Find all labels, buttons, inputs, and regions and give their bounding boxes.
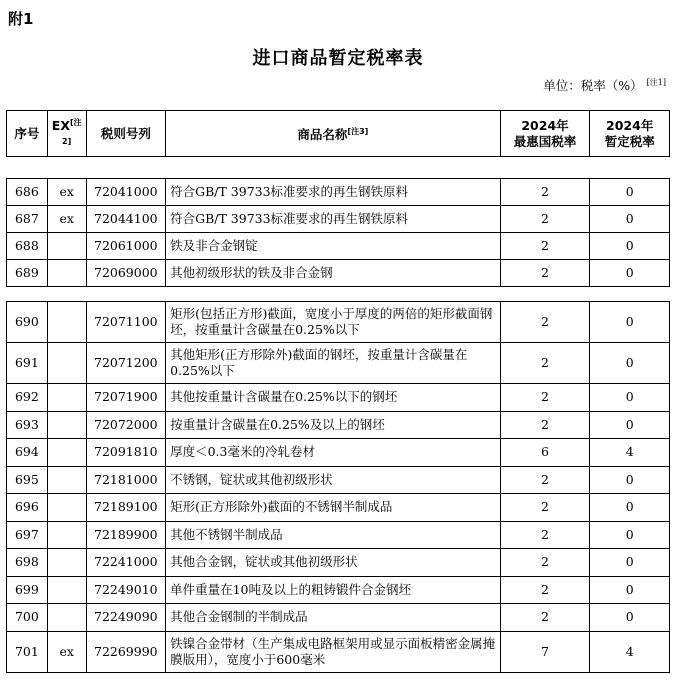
cell-mfn-rate: 2	[500, 576, 590, 604]
header-ex	[47, 111, 86, 157]
cell-ex	[47, 343, 86, 384]
table-row	[7, 631, 670, 672]
table-row	[7, 179, 670, 206]
cell-name: 其他初级形状的铁及非合金钢	[166, 260, 501, 287]
cell-code: 72069000	[86, 260, 166, 287]
cell-mfn-rate: 2	[500, 411, 590, 439]
table-row	[7, 494, 670, 522]
cell-ex	[47, 604, 86, 632]
table-row	[7, 343, 670, 384]
cell-mfn-rate: 2	[500, 179, 590, 206]
header-provisional	[590, 111, 670, 157]
table-row	[7, 411, 670, 439]
cell-ex	[47, 302, 86, 343]
attachment-label: 附1	[8, 10, 34, 28]
cell-provisional-rate: 0	[590, 260, 670, 287]
table-row	[7, 604, 670, 632]
cell-ex	[47, 233, 86, 260]
cell-provisional-rate: 0	[590, 604, 670, 632]
cell-code: 72041000	[86, 179, 166, 206]
cell-ex: ex	[47, 179, 86, 206]
cell-code: 72071100	[86, 302, 166, 343]
cell-mfn-rate: 2	[500, 260, 590, 287]
cell-seq: 690	[7, 302, 48, 343]
cell-provisional-rate: 0	[590, 494, 670, 522]
cell-mfn-rate: 2	[500, 206, 590, 233]
cell-code: 72189900	[86, 521, 166, 549]
cell-seq: 691	[7, 343, 48, 384]
cell-ex	[47, 576, 86, 604]
cell-name: 单件重量在10吨及以上的粗铸锻件合金钢坯	[166, 576, 501, 604]
cell-seq: 696	[7, 494, 48, 522]
cell-provisional-rate: 0	[590, 411, 670, 439]
cell-mfn-rate: 2	[500, 466, 590, 494]
cell-code: 72241000	[86, 549, 166, 577]
cell-seq: 688	[7, 233, 48, 260]
cell-code: 72071200	[86, 343, 166, 384]
cell-code: 72181000	[86, 466, 166, 494]
cell-seq: 699	[7, 576, 48, 604]
header-ex-label: EX	[51, 117, 70, 133]
cell-code: 72249010	[86, 576, 166, 604]
table-row	[7, 384, 670, 412]
cell-code: 72071900	[86, 384, 166, 412]
cell-seq: 695	[7, 466, 48, 494]
cell-code: 72249090	[86, 604, 166, 632]
header-mfn	[500, 111, 590, 157]
cell-mfn-rate: 2	[500, 604, 590, 632]
header-seq: 序号	[7, 111, 48, 157]
cell-ex	[47, 384, 86, 412]
cell-seq: 698	[7, 549, 48, 577]
cell-ex	[47, 260, 86, 287]
cell-code: 72044100	[86, 206, 166, 233]
cell-provisional-rate: 0	[590, 521, 670, 549]
tariff-table-group-2	[6, 301, 670, 673]
cell-provisional-rate: 4	[590, 631, 670, 672]
cell-name: 铁镍合金带材（生产集成电路框架用或显示面板精密金属掩膜版用），宽度小于600毫米	[166, 631, 501, 672]
cell-name: 矩形(正方形除外)截面的不锈钢半制成品	[166, 494, 501, 522]
cell-provisional-rate: 0	[590, 206, 670, 233]
cell-name: 符合GB/T 39733标准要求的再生钢铁原料	[166, 206, 501, 233]
cell-name: 厚度＜0.3毫米的冷轧卷材	[166, 439, 501, 467]
cell-provisional-rate: 0	[590, 343, 670, 384]
cell-name: 符合GB/T 39733标准要求的再生钢铁原料	[166, 179, 501, 206]
header-name-note: [注3]	[347, 127, 369, 136]
cell-mfn-rate: 2	[500, 302, 590, 343]
cell-provisional-rate: 0	[590, 384, 670, 412]
table-header	[6, 110, 670, 157]
cell-provisional-rate: 0	[590, 302, 670, 343]
cell-seq: 697	[7, 521, 48, 549]
cell-code: 72189100	[86, 494, 166, 522]
cell-code: 72061000	[86, 233, 166, 260]
unit-note	[543, 76, 666, 94]
cell-mfn-rate: 2	[500, 549, 590, 577]
unit-text: 单位：税率（%）	[543, 78, 643, 93]
cell-name: 矩形(包括正方形)截面，宽度小于厚度的两倍的矩形截面钢坯，按重量计含碳量在0.25%以下	[166, 302, 501, 343]
header-prov-year: 2024年	[606, 117, 654, 133]
cell-name: 其他不锈钢半制成品	[166, 521, 501, 549]
cell-name: 不锈钢，锭状或其他初级形状	[166, 466, 501, 494]
cell-ex: ex	[47, 631, 86, 672]
cell-seq: 694	[7, 439, 48, 467]
cell-seq: 692	[7, 384, 48, 412]
table-row	[7, 260, 670, 287]
cell-name: 按重量计含碳量在0.25%及以上的钢坯	[166, 411, 501, 439]
cell-name: 其他矩形(正方形除外)截面的钢坯，按重量计含碳量在0.25%以下	[166, 343, 501, 384]
cell-seq: 689	[7, 260, 48, 287]
table-row	[7, 521, 670, 549]
cell-name: 其他按重量计含碳量在0.25%以下的钢坯	[166, 384, 501, 412]
header-code: 税则号列	[86, 111, 166, 157]
cell-seq: 687	[7, 206, 48, 233]
tariff-table-group-1	[6, 178, 670, 287]
header-ex-note: [注2]	[62, 117, 82, 146]
cell-ex: ex	[47, 206, 86, 233]
cell-ex	[47, 439, 86, 467]
table-row	[7, 576, 670, 604]
cell-provisional-rate: 0	[590, 179, 670, 206]
cell-mfn-rate: 2	[500, 233, 590, 260]
table-row	[7, 302, 670, 343]
header-prov-label: 暂定税率	[604, 133, 655, 149]
table-row	[7, 206, 670, 233]
cell-seq: 693	[7, 411, 48, 439]
cell-name: 其他合金钢制的半制成品	[166, 604, 501, 632]
table-row	[7, 439, 670, 467]
table-row	[7, 466, 670, 494]
cell-mfn-rate: 6	[500, 439, 590, 467]
cell-provisional-rate: 0	[590, 549, 670, 577]
cell-provisional-rate: 0	[590, 576, 670, 604]
cell-code: 72091810	[86, 439, 166, 467]
cell-ex	[47, 466, 86, 494]
cell-mfn-rate: 2	[500, 343, 590, 384]
cell-ex	[47, 494, 86, 522]
cell-ex	[47, 549, 86, 577]
unit-footnote: [注1]	[646, 78, 666, 87]
cell-provisional-rate: 0	[590, 466, 670, 494]
cell-mfn-rate: 2	[500, 494, 590, 522]
header-name-label: 商品名称	[297, 127, 348, 142]
page-title: 进口商品暂定税率表	[252, 48, 424, 69]
cell-seq: 700	[7, 604, 48, 632]
cell-name: 铁及非合金钢锭	[166, 233, 501, 260]
cell-mfn-rate: 2	[500, 384, 590, 412]
table-row	[7, 549, 670, 577]
table-row	[7, 233, 670, 260]
cell-mfn-rate: 7	[500, 631, 590, 672]
cell-code: 72072000	[86, 411, 166, 439]
cell-code: 72269990	[86, 631, 166, 672]
cell-provisional-rate: 0	[590, 233, 670, 260]
cell-seq: 686	[7, 179, 48, 206]
header-mfn-label: 最惠国税率	[513, 133, 577, 149]
cell-mfn-rate: 2	[500, 521, 590, 549]
cell-seq: 701	[7, 631, 48, 672]
cell-provisional-rate: 4	[590, 439, 670, 467]
header-name	[166, 111, 501, 157]
cell-ex	[47, 521, 86, 549]
cell-ex	[47, 411, 86, 439]
cell-name: 其他合金钢，锭状或其他初级形状	[166, 549, 501, 577]
header-mfn-year: 2024年	[521, 117, 569, 133]
